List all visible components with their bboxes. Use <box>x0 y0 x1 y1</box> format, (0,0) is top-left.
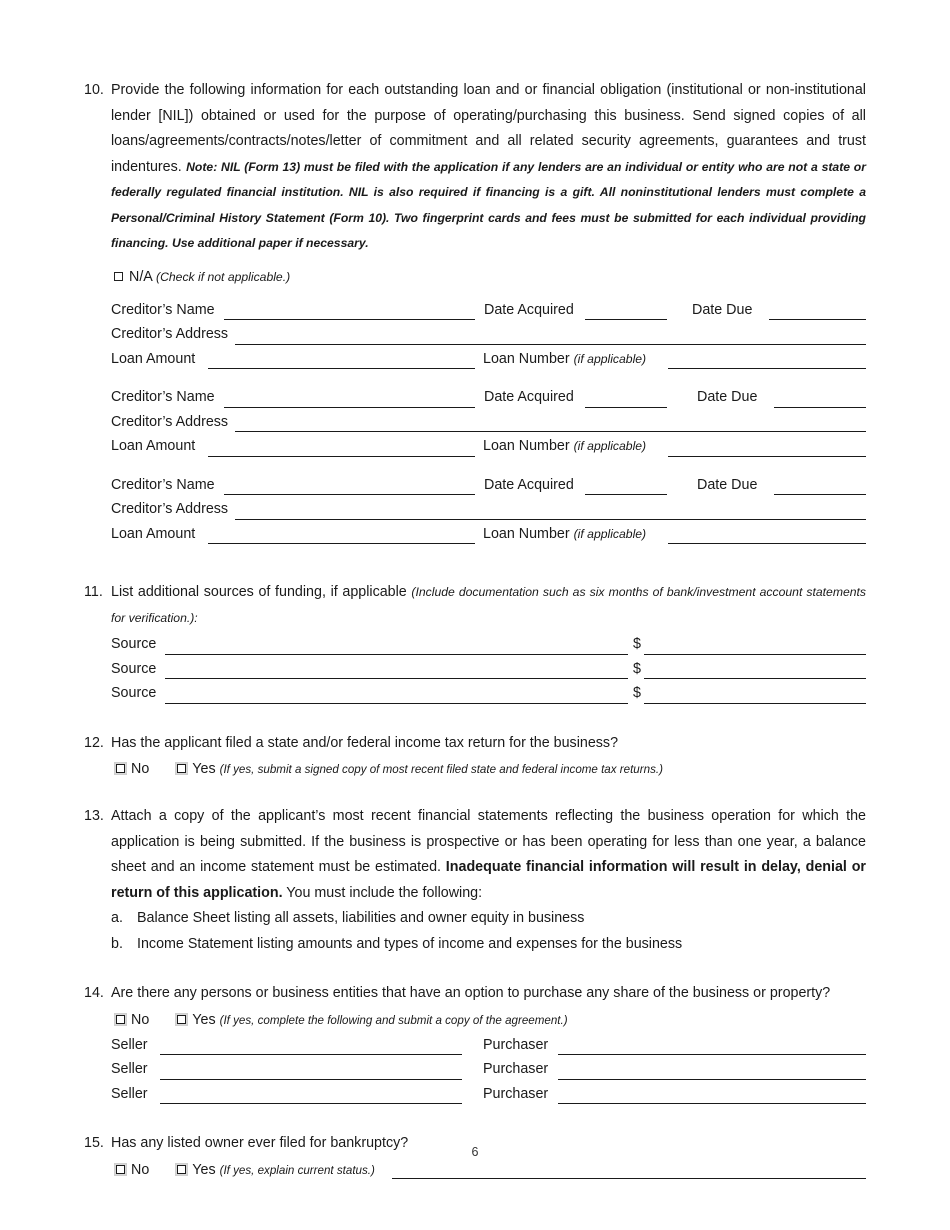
loan-amount-input-line[interactable] <box>208 543 475 544</box>
date-acquired-input-line[interactable] <box>585 407 667 408</box>
question-12-body: Has the applicant filed a state and/or federal income tax return for the business? <box>111 734 619 751</box>
loan-number-hint: (if applicable) <box>573 526 647 541</box>
date-due-input-line[interactable] <box>774 407 866 408</box>
date-acquired-label: Date Acquired <box>484 301 574 318</box>
seller-purchaser-row-2 <box>84 1058 866 1083</box>
date-due-label: Date Due <box>697 389 758 405</box>
creditor-name-input-line[interactable] <box>224 319 475 320</box>
yes-label: Yes <box>192 1161 216 1178</box>
creditor-block-1 <box>84 299 866 373</box>
loan-amount-label: Loan Amount <box>111 525 196 542</box>
date-acquired-label: Date Acquired <box>484 389 574 405</box>
creditor-name-input-line[interactable] <box>224 494 475 495</box>
creditor-address-input-line[interactable] <box>235 519 866 520</box>
question-14 <box>84 981 866 1007</box>
loan-number-input-line[interactable] <box>668 456 866 457</box>
date-due-label: Date Due <box>697 476 758 493</box>
question-12 <box>84 731 866 757</box>
creditor-name-label: Creditor’s Name <box>111 301 215 318</box>
creditor-row-name-1 <box>84 299 866 324</box>
na-label: N/A <box>129 268 153 285</box>
question-11-hint: (Include documentation such as six months of bank/investment account statements for verification.): <box>111 585 867 625</box>
source-input-line[interactable] <box>165 703 628 704</box>
creditor-name-label: Creditor’s Name <box>111 476 215 493</box>
date-due-input-line[interactable] <box>774 494 866 495</box>
loan-amount-label: Loan Amount <box>111 438 196 454</box>
question-15-no-option[interactable] <box>114 1162 149 1178</box>
question-13-sub-item-a <box>111 906 866 932</box>
yes-checkbox[interactable] <box>175 1163 188 1176</box>
question-10-body <box>111 78 866 257</box>
question-12-yes-option[interactable] <box>175 761 215 777</box>
funding-source-row-1 <box>84 633 866 658</box>
seller-input-line[interactable] <box>160 1103 462 1104</box>
question-13-text-b: You must include the following: <box>282 884 483 901</box>
question-11-number: 11. <box>84 584 103 600</box>
source-label: Source <box>111 660 157 677</box>
question-12-yes-hint: (If yes, submit a signed copy of most recent filed state and federal income tax returns.) <box>219 763 663 776</box>
creditor-name-label: Creditor’s Name <box>111 389 215 405</box>
date-acquired-input-line[interactable] <box>585 494 667 495</box>
date-acquired-input-line[interactable] <box>585 319 667 320</box>
date-acquired-label: Date Acquired <box>484 476 574 493</box>
funding-sources-list <box>84 633 866 707</box>
seller-purchaser-list <box>84 1034 866 1108</box>
source-amount-input-line[interactable] <box>644 703 866 704</box>
loan-amount-input-line[interactable] <box>208 456 475 457</box>
purchaser-label: Purchaser <box>483 1036 549 1053</box>
creditor-row-address-2 <box>84 411 866 436</box>
seller-input-line[interactable] <box>160 1054 462 1055</box>
loan-number-input-line[interactable] <box>668 368 866 369</box>
loan-number-label <box>483 348 646 370</box>
creditor-name-input-line[interactable] <box>224 407 475 408</box>
creditor-address-label: Creditor’s Address <box>111 413 229 430</box>
question-14-body: Are there any persons or business entities that have an option to purchase any share of the business or property? <box>111 985 831 1001</box>
loan-amount-input-line[interactable] <box>208 368 475 369</box>
yes-checkbox[interactable] <box>175 1013 188 1026</box>
creditor-row-address-1 <box>84 323 866 348</box>
creditor-row-loan-2 <box>84 435 866 460</box>
creditor-address-label: Creditor’s Address <box>111 501 229 517</box>
question-13-text-bold: Inadequate financial information will result in delay, denial or return of this application. <box>111 859 866 901</box>
sub-item-text: Income Statement listing amounts and types of income and expenses for the business <box>137 935 683 952</box>
dollar-sign: $ <box>633 636 641 652</box>
seller-purchaser-row-3 <box>84 1083 866 1108</box>
loan-amount-label: Loan Amount <box>111 350 196 367</box>
question-12-no-option[interactable] <box>114 761 149 777</box>
creditor-row-name-3 <box>84 474 866 499</box>
question-12-number: 12. <box>84 734 104 751</box>
question-13-text-a: Attach a copy of the applicant’s most recent financial statements reflecting the business operation for which the application is being submitted. If the business is prospective or has been operating for less than one year, a balance sheet and an income statement must be estimated. <box>111 808 866 875</box>
sub-item-marker: a. <box>111 910 123 926</box>
creditor-block-2 <box>84 386 866 460</box>
no-label: No <box>131 1161 150 1178</box>
page-number: 6 <box>471 1145 479 1159</box>
question-15-number: 15. <box>84 1135 104 1151</box>
dollar-sign: $ <box>633 685 641 701</box>
loan-number-text: Loan Number <box>483 350 570 367</box>
loan-number-text: Loan Number <box>483 438 570 454</box>
no-checkbox[interactable] <box>114 1163 127 1176</box>
sub-item-text: Balance Sheet listing all assets, liabilities and owner equity in business <box>137 910 585 926</box>
date-due-input-line[interactable] <box>769 319 866 320</box>
question-14-yes-hint: (If yes, complete the following and submit a copy of the agreement.) <box>219 1013 568 1027</box>
purchaser-label: Purchaser <box>483 1061 549 1077</box>
creditor-address-input-line[interactable] <box>235 431 866 432</box>
loan-number-label <box>483 435 646 457</box>
purchaser-label: Purchaser <box>483 1085 549 1102</box>
question-15-body: Has any listed owner ever filed for bankruptcy? <box>111 1135 409 1151</box>
loan-number-input-line[interactable] <box>668 543 866 544</box>
source-amount-input-line[interactable] <box>644 678 866 679</box>
no-checkbox[interactable] <box>114 762 127 775</box>
question-12-answer-row <box>84 758 866 781</box>
sub-item-marker: b. <box>111 935 123 952</box>
bankruptcy-explain-input-line[interactable] <box>392 1178 866 1179</box>
loan-number-hint: (if applicable) <box>573 351 647 366</box>
purchaser-input-line[interactable] <box>558 1079 866 1080</box>
source-label: Source <box>111 636 157 652</box>
question-10-text: Provide the following information for each outstanding loan and or financial obligation (institutional or non-institutional lender [NIL]) obtained or used for the purpose of operating/purchasing this business. Send signed copies of all loans/agreements/contracts/notes/letter of commitment and all related security agreements, guarantees and trust indentures. <box>111 82 866 175</box>
question-13-sub-list <box>84 906 866 957</box>
question-15-answer-row <box>84 1159 866 1182</box>
seller-label: Seller <box>111 1061 148 1077</box>
loan-number-text: Loan Number <box>483 525 570 542</box>
question-15-yes-option[interactable] <box>175 1162 215 1178</box>
source-label: Source <box>111 685 157 701</box>
question-10-number: 10. <box>84 82 104 98</box>
source-input-line[interactable] <box>165 678 628 679</box>
question-13-sub-item-b <box>111 932 866 958</box>
question-11-body <box>111 580 866 631</box>
creditor-row-name-2 <box>84 386 866 411</box>
question-14-no-option[interactable] <box>114 1012 149 1028</box>
seller-input-line[interactable] <box>160 1079 462 1080</box>
no-checkbox[interactable] <box>114 1013 127 1026</box>
date-due-label: Date Due <box>692 301 753 318</box>
creditor-address-label: Creditor’s Address <box>111 326 229 342</box>
question-10 <box>84 78 866 257</box>
question-13-body <box>111 804 866 906</box>
yes-label: Yes <box>192 1011 216 1028</box>
question-15-yes-hint: (If yes, explain current status.) <box>219 1163 375 1177</box>
no-label: No <box>131 1011 150 1028</box>
question-13 <box>84 804 866 906</box>
creditor-address-input-line[interactable] <box>235 344 866 345</box>
creditor-block-3 <box>84 474 866 548</box>
na-checkbox[interactable] <box>114 272 123 281</box>
loan-number-hint: (if applicable) <box>573 439 647 453</box>
creditor-row-loan-1 <box>84 348 866 373</box>
question-11-text: List additional sources of funding, if applicable <box>111 584 412 600</box>
na-hint: (Check if not applicable.) <box>156 269 291 284</box>
yes-checkbox[interactable] <box>175 762 188 775</box>
creditor-row-loan-3 <box>84 523 866 548</box>
question-11 <box>84 580 866 631</box>
question-14-yes-option[interactable] <box>175 1012 215 1028</box>
purchaser-input-line[interactable] <box>558 1103 866 1104</box>
seller-purchaser-row-1 <box>84 1034 866 1059</box>
page-content <box>84 78 866 1182</box>
question-13-number: 13. <box>84 808 104 824</box>
seller-label: Seller <box>111 1085 148 1102</box>
dollar-sign: $ <box>633 660 641 677</box>
source-amount-input-line[interactable] <box>644 654 866 655</box>
funding-source-row-3 <box>84 682 866 707</box>
question-10-na-row <box>84 266 866 288</box>
question-14-answer-row <box>84 1009 866 1032</box>
question-10-note: Note: NIL (Form 13) must be filed with the application if any lenders are an individual or entity who are not a state or federally regulated financial institution. NIL is also required if financing is a gift. All noninstitutional lenders must complete a Personal/Criminal History Statement (Form 10). Two fingerprint cards and fees must be submitted for each individual providing financing. Use additional paper if necessary. <box>111 159 866 250</box>
yes-label: Yes <box>192 761 216 777</box>
seller-label: Seller <box>111 1036 148 1053</box>
source-input-line[interactable] <box>165 654 628 655</box>
creditor-row-address-3 <box>84 498 866 523</box>
question-14-number: 14. <box>84 985 104 1001</box>
loan-number-label <box>483 523 646 545</box>
no-label: No <box>131 761 150 777</box>
purchaser-input-line[interactable] <box>558 1054 866 1055</box>
funding-source-row-2 <box>84 658 866 683</box>
